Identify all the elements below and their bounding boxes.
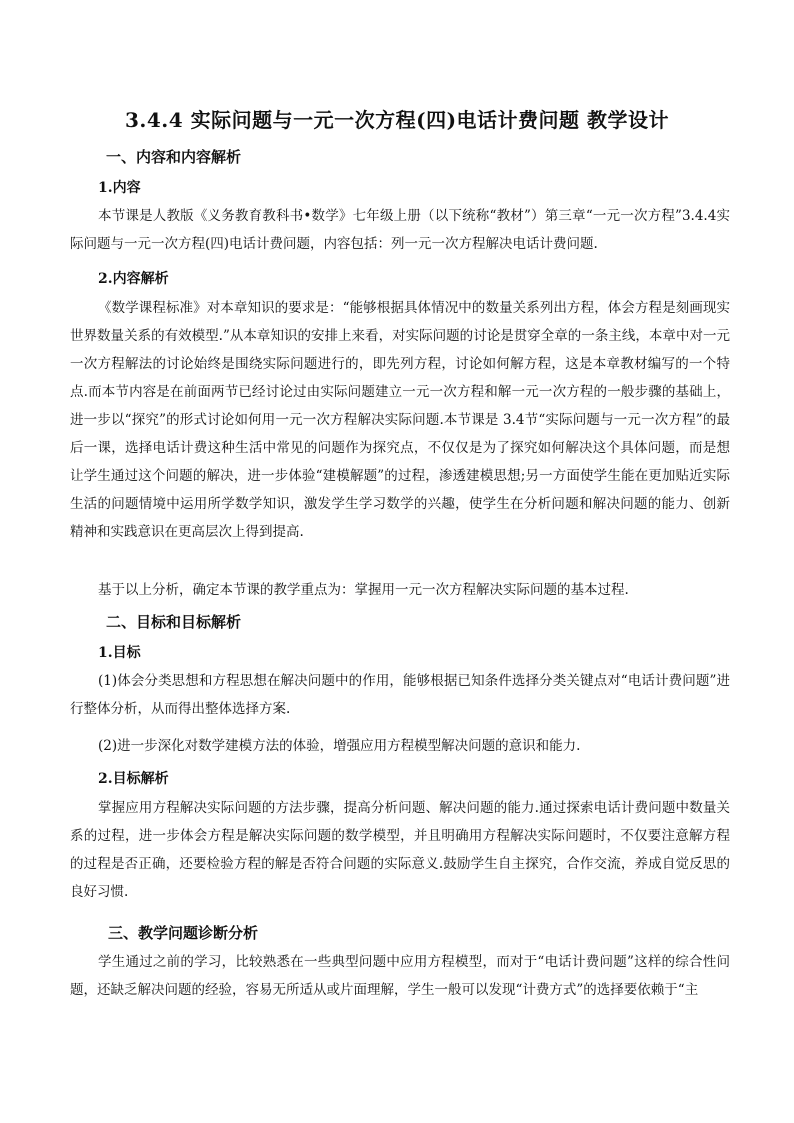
- section-heading-diagnosis: 三、教学问题诊断分析: [108, 924, 259, 942]
- subheading-goals-analysis: 2.目标解析: [98, 771, 169, 787]
- subheading-content: 1.内容: [98, 180, 141, 196]
- paragraph-goal-1: (1)体会分类思想和方程思想在解决问题中的作用，能够根据已知条件选择分类关键点对“电话计费问题”进行整体分析，从而得出整体选择方案.: [70, 673, 730, 717]
- paragraph-content: 本节课是人教版《义务教育教科书•数学》七年级上册（以下统称“教材”）第三章“一元一次方程”3.4.4实际问题与一元一次方程(四)电话计费问题，内容包括：列一元一次方程解决电话计费问题.: [70, 208, 730, 252]
- paragraph-content-analysis: 《数学课程标准》对本章知识的要求是：“能够根据具体情况中的数量关系列出方程，体会方程是刻画现实世界数量关系的有效模型.”从本章知识的安排上来看，对实际问题的讨论是贯穿全章的一条主线，本章中对一元一次方程解法的讨论始终是围绕实际问题进行的，即先列方程，讨论如何解方程，这是本章教材编写的一个特点.而本节内容是在前面两节已经讨论过由实际问题建立一元一次方程和解一元一次方程的一般步骤的基础上，进一步以“探究”的形式讨论如何用一元一次方程解决实际问题.本节课是 3.4节“实际问题与一元一次方程”的最后一课，选择电话计费这种生活中常见的问题作为探究点，不仅仅是为了探究如何解决这个具体问题，而是想让学生通过这个问题的解决，进一步体验“建模解题”的过程，渗透建模思想;另一方面使学生能在更加贴近实际生活的问题情境中运用所学数学知识，激发学生学习数学的兴趣，使学生在分析问题和解决问题的能力、创新精神和实践意识在更高层次上得到提高.: [70, 300, 730, 540]
- section-heading-goals: 二、目标和目标解析: [106, 613, 242, 631]
- document-title: 3.4.4 实际问题与一元一次方程(四)电话计费问题 教学设计: [124, 108, 670, 132]
- subheading-content-analysis: 2.内容解析: [98, 271, 169, 287]
- paragraph-teaching-focus: 基于以上分析，确定本节课的教学重点为：掌握用一元一次方程解决实际问题的基本过程.: [98, 582, 629, 598]
- paragraph-diagnosis: 学生通过之前的学习，比较熟悉在一些典型问题中应用方程模型，而对于“电话计费问题”这样的综合性问题，还缺乏解决问题的经验，容易无所适从或片面理解，学生一般可以发现“计费方式”的选择要依赖于“主: [70, 954, 730, 998]
- subheading-goals: 1.目标: [98, 645, 141, 661]
- paragraph-goal-2: (2)进一步深化对数学建模方法的体验，增强应用方程模型解决问题的意识和能力.: [98, 738, 581, 754]
- section-heading-content: 一、内容和内容解析: [106, 148, 242, 166]
- paragraph-goals-analysis: 掌握应用方程解决实际问题的方法步骤，提高分析问题、解决问题的能力.通过探索电话计费问题中数量关系的过程，进一步体会方程是解决实际问题的数学模型，并且明确用方程解决实际问题时，不仅要注意解方程的过程是否正确，还要检验方程的解是否符合问题的实际意义.鼓励学生自主探究，合作交流，养成自觉反思的良好习惯.: [70, 800, 730, 900]
